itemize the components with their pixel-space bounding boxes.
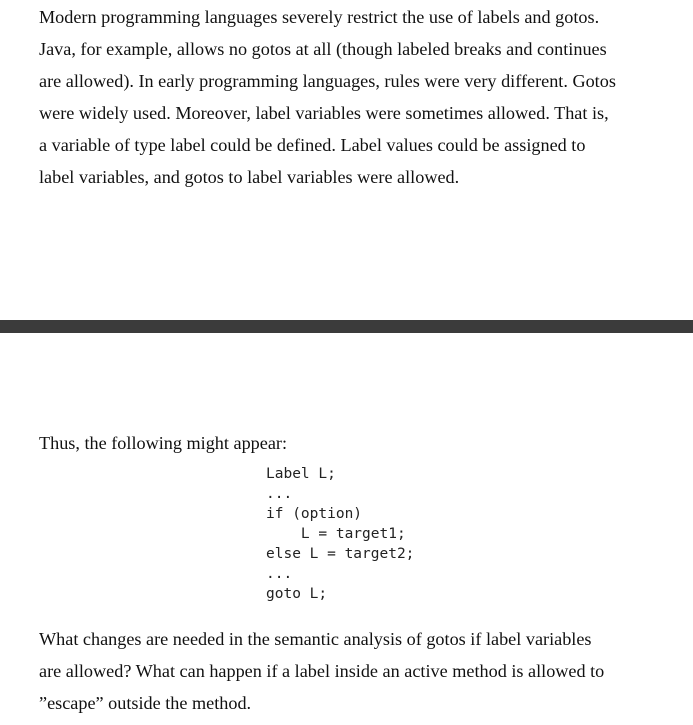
- lead-in-text: [39, 427, 669, 459]
- page-divider: [0, 320, 693, 333]
- text-line: are allowed). In early programming languages, rules were very different. Gotos: [39, 71, 616, 91]
- text-line: ”escape” outside the method.: [39, 693, 252, 713]
- text-line: were widely used. Moreover, label variables were sometimes allowed. That is,: [39, 103, 609, 123]
- code-listing: [266, 464, 414, 604]
- text-line: Modern programming languages severely restrict the use of labels and gotos.: [39, 7, 600, 27]
- code-line: if (option): [266, 506, 363, 522]
- text-line: Java, for example, allows no gotos at all (though labeled breaks and continues: [39, 39, 607, 59]
- intro-paragraph: [39, 1, 669, 193]
- code-line: else L = target2;: [266, 546, 415, 562]
- code-line: ...: [266, 486, 293, 502]
- code-line: Label L;: [266, 466, 336, 482]
- code-line: L = target1;: [266, 526, 406, 542]
- question-paragraph: [39, 623, 669, 719]
- text-line: a variable of type label could be defined. Label values could be assigned to: [39, 135, 586, 155]
- text-line: are allowed? What can happen if a label inside an active method is allowed to: [39, 661, 605, 681]
- code-line: goto L;: [266, 586, 328, 602]
- text-line: label variables, and gotos to label variables were allowed.: [39, 167, 460, 187]
- text-line: What changes are needed in the semantic analysis of gotos if label variables: [39, 629, 592, 649]
- code-line: ...: [266, 566, 293, 582]
- text-line: Thus, the following might appear:: [39, 433, 288, 453]
